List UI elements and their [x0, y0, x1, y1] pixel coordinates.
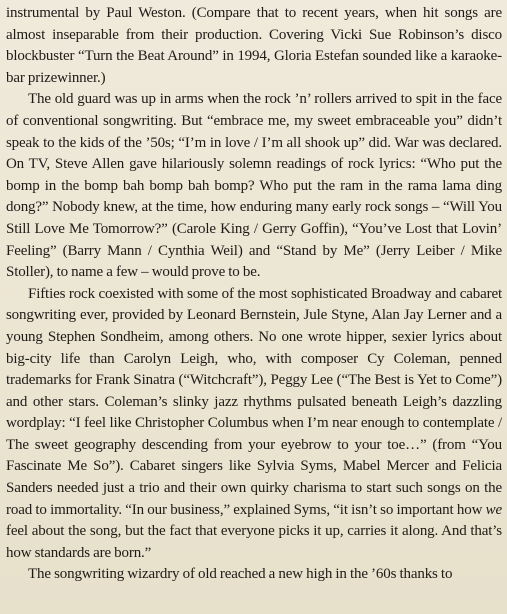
paragraph-continuation: instrumental by Paul Weston. (Compare that to recent years, when hit songs are almost inseparable from their production. Covering Vicki Sue Robinson’s disco blockbuster “Turn the Beat Around” in 1994, Gloria Estefan sounded like a karaoke-bar prizewinner.): [6, 5, 502, 86]
paragraph-rock-and-roll: The old guard was up in arms when the rock ’n’ rollers arrived to spit in the face of conventional songwriting. But “embrace me, my sweet embraceable you” didn’t speak to the kids of the ’50s; “I’m in love / I’m all shook up” did. War was declared. On TV, Steve Allen gave hilariously solemn readings of rock lyrics: “Who put the bomp in the bomp bah bomp bah bomp? Who put the ram in the rama lama ding dong?” Nobody knew, at the time, how enduring many early rock songs – “Will You Still Love Me Tomorrow?” (Carole King / Gerry Goffin), “You’ve Lost that Lovin’ Feeling” (Barry Mann / Cynthia Weil) and “Stand by Me” (Jerry Leiber / Mike Stoller), to name a few – would prove to be.: [6, 91, 502, 281]
paragraph-fifties-rock: [6, 284, 502, 565]
emphasis-we: we: [485, 501, 502, 518]
paragraph-sixties: The songwriting wizardry of old reached a new high in the ’60s thanks to: [28, 566, 453, 583]
paragraph-fifties-rock-text: Fifties rock coexisted with some of the most sophisticated Broadway and cabaret songwriting ever, provided by Leonard Bernstein, Jule Styne, Alan Jay Lerner and a young Stephen Sondheim, among others. No one wrote hipper, sexier lyrics about big-city life than Carolyn Leigh, who, with composer Cy Coleman, penned trademarks for Frank Sinatra (“Witchcraft”), Peggy Lee (“The Best is Yet to Come”) and other stars. Coleman’s slinky jazz rhythms pulsated beneath Leigh’s dazzling wordplay: “I feel like Christopher Columbus when I’m near enough to contemplate / The sweet geography descending from your eyebrow to your toe…” (from “You Fascinate Me So”). Cabaret singers like Sylvia Syms, Mabel Mercer and Felicia Sanders needed just a trio and their own quirky charisma to start such songs on the road to immortality. “In our business,” explained Syms, “it isn’t so important how: [6, 285, 502, 518]
article-body: [6, 3, 502, 586]
paragraph-fifties-rock-ending: feel about the song, but the fact that everyone picks it up, carries it along. And that’s how standards are born.”: [6, 523, 502, 561]
